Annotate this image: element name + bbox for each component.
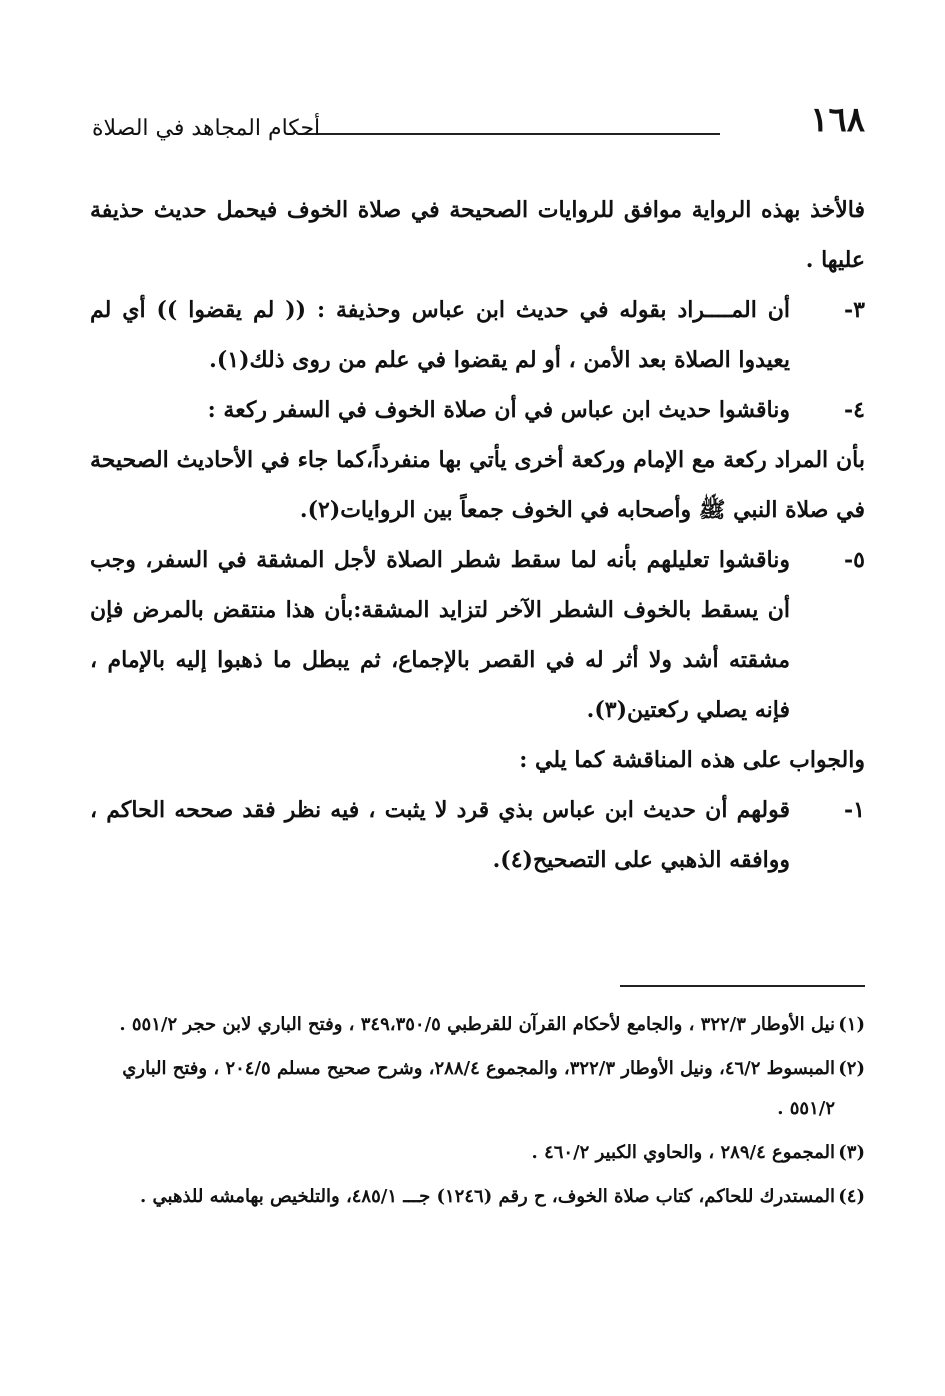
item-4-continuation: بأن المراد ركعة مع الإمام وركعة أخرى يأتي بها منفرداً،كما جاء في الأحاديث الصحيحة في صلاة النبي ﷺ وأصحابه في الخوف جمعاً بين الروايات(٢). — [90, 447, 865, 523]
list-item-4 — [90, 385, 865, 435]
footnote-text: نيل الأوطار ٣٢٢/٣ ، والجامع لأحكام القرآن للقرطبي ٣٤٩،٣٥٠/٥ ، وفتح الباري لابن حجر ٥٥١/٢ . — [119, 1014, 835, 1035]
footnote-number: (٤) — [838, 1186, 865, 1207]
footnote-number: (٣) — [838, 1142, 865, 1163]
item-text: أن المــــراد بقوله في حديث ابن عباس وحذيفة : (( لم يقضوا )) أي لم يعيدوا الصلاة بعد الأمن ، أو لم يقضوا في علم من روى ذلك(١). — [90, 297, 790, 373]
page-number: ١٦٨ — [810, 100, 865, 140]
footnote-number: (٢) — [838, 1058, 865, 1079]
answer-item-1 — [90, 785, 865, 885]
item-text: وناقشوا تعليلهم بأنه لما سقط شطر الصلاة لأجل المشقة في السفر، وجب أن يسقط بالخوف الشطر الآخر لتزايد المشقة:بأن هذا منتقض بالمرض فإن مشقته أشد ولا أثر له في القصر بالإجماع، ثم يبطل ما ذهبوا إليه بالإمام ، فإنه يصلي ركعتين(٣). — [90, 547, 790, 723]
header-rule — [302, 133, 720, 135]
intro-paragraph: فالأخذ بهذه الرواية موافق للروايات الصحيحة في صلاة الخوف فيحمل حديث حذيفة عليها . — [90, 197, 865, 273]
item-text: قولهم أن حديث ابن عباس بذي قرد لا يثبت ، فيه نظر فقد صححه الحاكم ، ووافقه الذهبي على التصحيح(٤). — [90, 797, 790, 873]
footnote — [90, 1133, 865, 1173]
item-number: ٥- — [844, 547, 865, 573]
footnote — [90, 1005, 865, 1045]
footnote-text: المستدرك للحاكم، كتاب صلاة الخوف، ح رقم (١٢٤٦) جـــ ٤٨٥/١، والتلخيص بهامشه للذهبي . — [139, 1186, 835, 1207]
footnote-text: المبسوط ٤٦/٢، ونيل الأوطار ٣٢٢/٣، والمجموع ٢٨٨/٤، وشرح صحيح مسلم ٢٠٤/٥ ، وفتح الباري ٥٥١/٢ . — [122, 1058, 835, 1119]
item-number: ٤- — [844, 397, 865, 423]
item-number: ١- — [844, 797, 865, 823]
list-item-5 — [90, 535, 865, 735]
answer-intro: والجواب على هذه المناقشة كما يلي : — [519, 747, 865, 773]
item-number: ٣- — [844, 297, 865, 323]
footnote — [90, 1177, 865, 1217]
footnotes — [90, 1005, 865, 1221]
running-title: أحكام المجاهد في الصلاة — [92, 116, 321, 141]
list-item-3 — [90, 285, 865, 385]
footnote — [90, 1049, 865, 1129]
footnote-number: (١) — [838, 1014, 865, 1035]
page-header — [80, 100, 865, 150]
main-text — [90, 185, 865, 885]
item-text: وناقشوا حديث ابن عباس في أن صلاة الخوف في السفر ركعة : — [207, 397, 790, 423]
footnote-separator — [620, 985, 865, 987]
footnote-text: المجموع ٢٨٩/٤ ، والحاوي الكبير ٤٦٠/٢ . — [531, 1142, 835, 1163]
